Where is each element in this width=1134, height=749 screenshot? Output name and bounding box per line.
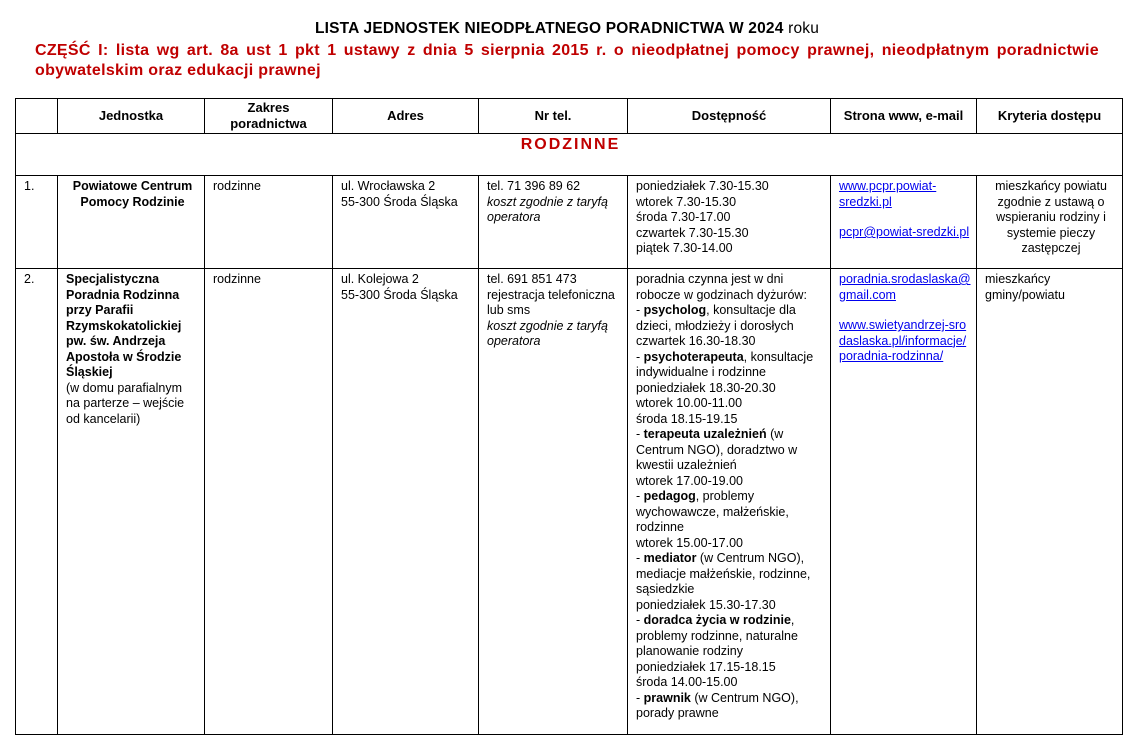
service-pedagog: - pedagog, problemy wychowawcze, małżeńskie, rodzinne — [636, 489, 789, 534]
service-psycholog: - psycholog, konsultacje dla dzieci, młodzieży i dorosłych — [636, 303, 796, 333]
scope-cell: rodzinne — [205, 176, 333, 269]
phone-number: tel. 691 851 473 — [487, 272, 577, 286]
col-header-kryteria: Kryteria dostępu — [977, 99, 1123, 134]
title-suffix: roku — [788, 20, 820, 37]
unit-name: Powiatowe Centrum Pomocy Rodzinie — [72, 179, 193, 209]
hours-line: środa 14.00-15.00 — [636, 675, 738, 689]
unit-name-cell — [58, 269, 205, 735]
address-city: 55-300 Środa Śląska — [341, 194, 458, 209]
scope-cell: rodzinne — [205, 269, 333, 735]
title-main: LISTA JEDNOSTEK NIEODPŁATNEGO PORADNICTWA W 2024 — [314, 20, 784, 37]
hours-line: wtorek 10.00-11.00 — [636, 396, 743, 410]
unit-name-note: (w domu parafialnym na parterze – wejście od kancelarii) — [66, 380, 185, 426]
hours-cell — [628, 269, 831, 735]
hours-line: poniedziałek 18.30-20.30 — [636, 380, 776, 395]
col-header-zakres: Zakres poradnictwa — [205, 99, 333, 134]
service-doradca: - doradca życia w rodzinie, problemy rodzinne, naturalne planowanie rodziny — [636, 613, 798, 658]
hours-cell — [628, 176, 831, 269]
table-row — [16, 176, 1123, 269]
section-row — [16, 134, 1123, 176]
unit-name: Specjalistyczna Poradnia Rodzinna przy Parafii Rzymskokatolickiej pw. św. Andrzeja Apostoła w Środzie Śląskiej — [66, 272, 182, 379]
row-number: 1. — [16, 176, 58, 269]
www-cell — [831, 269, 977, 735]
col-header-tel: Nr tel. — [479, 99, 628, 134]
address-cell — [333, 176, 479, 269]
phone-registration: rejestracja telefoniczna lub sms — [487, 287, 615, 317]
phone-number: tel. 71 396 89 62 — [487, 179, 581, 193]
phone-cell — [479, 176, 628, 269]
hours-line: czwartek 16.30-18.30 — [636, 334, 756, 348]
address-street: ul. Wrocławska 2 — [341, 179, 436, 193]
service-prawnik: - prawnik (w Centrum NGO), porady prawne — [636, 690, 799, 720]
hours-line: poniedziałek 15.30-17.30 — [636, 597, 776, 612]
phone-note: koszt zgodnie z taryfą operatora — [487, 318, 608, 348]
hours-line: poniedziałek 17.15-18.15 — [636, 659, 776, 674]
section-title: RODZINNE — [16, 134, 1123, 176]
col-header-lp — [16, 99, 58, 134]
col-header-dostepnosc: Dostępność — [628, 99, 831, 134]
www-cell — [831, 176, 977, 269]
hours-line: poniedziałek 7.30-15.30 — [636, 179, 769, 193]
service-mediator: - mediator (w Centrum NGO), mediacje małżeńskie, rodzinne, sąsiedzkie — [636, 551, 811, 596]
col-header-www: Strona www, e-mail — [831, 99, 977, 134]
service-psychoterapeuta: - psychoterapeuta, konsultacje indywidualne i rodzinne — [636, 349, 814, 379]
email-link[interactable]: poradnia.srodaslaska@gmail.com — [839, 272, 971, 302]
table-row — [16, 269, 1123, 735]
address-cell — [333, 269, 479, 735]
header-row — [16, 99, 1123, 134]
email-link[interactable]: pcpr@powiat-sredzki.pl — [839, 225, 970, 239]
hours-line: środa 18.15-19.15 — [636, 411, 738, 426]
document-subtitle: CZĘŚĆ I: lista wg art. 8a ust 1 pkt 1 ustawy z dnia 5 sierpnia 2015 r. o nieodpłatnej pomocy prawnej, nieodpłatnym poradnictwie obywatelskim oraz edukacji prawnej — [35, 42, 1099, 79]
criteria-cell: mieszkańcy powiatu zgodnie z ustawą o wspieraniu rodziny i systemie pieczy zastępczej — [977, 176, 1123, 269]
hours-line: wtorek 7.30-15.30 — [636, 194, 737, 209]
website-link[interactable]: www.pcpr.powiat-sredzki.pl — [839, 179, 937, 209]
hours-intro: poradnia czynna jest w dni robocze w godzinach dyżurów: — [636, 272, 807, 302]
hours-line: środa 7.30-17.00 — [636, 210, 731, 224]
col-header-adres: Adres — [333, 99, 479, 134]
hours-line: wtorek 15.00-17.00 — [636, 535, 744, 550]
hours-line: czwartek 7.30-15.30 — [636, 225, 749, 240]
phone-note: koszt zgodnie z taryfą operatora — [487, 194, 608, 224]
criteria-cell: mieszkańcy gminy/powiatu — [977, 269, 1123, 735]
address-city: 55-300 Środa Śląska — [341, 287, 458, 302]
row-number: 2. — [16, 269, 58, 735]
document-title — [0, 20, 1134, 38]
unit-name-cell — [58, 176, 205, 269]
col-header-jednostka: Jednostka — [58, 99, 205, 134]
hours-line: piątek 7.30-14.00 — [636, 241, 733, 255]
address-street: ul. Kolejowa 2 — [341, 272, 419, 286]
website-link[interactable]: www.swietyandrzej-srodaslaska.pl/informacje/poradnia-rodzinna/ — [839, 318, 967, 363]
phone-cell — [479, 269, 628, 735]
hours-line: wtorek 17.00-19.00 — [636, 473, 744, 488]
service-terapeuta: - terapeuta uzależnień (w Centrum NGO), doradztwo w kwestii uzależnień — [636, 427, 798, 472]
units-table — [15, 98, 1123, 735]
